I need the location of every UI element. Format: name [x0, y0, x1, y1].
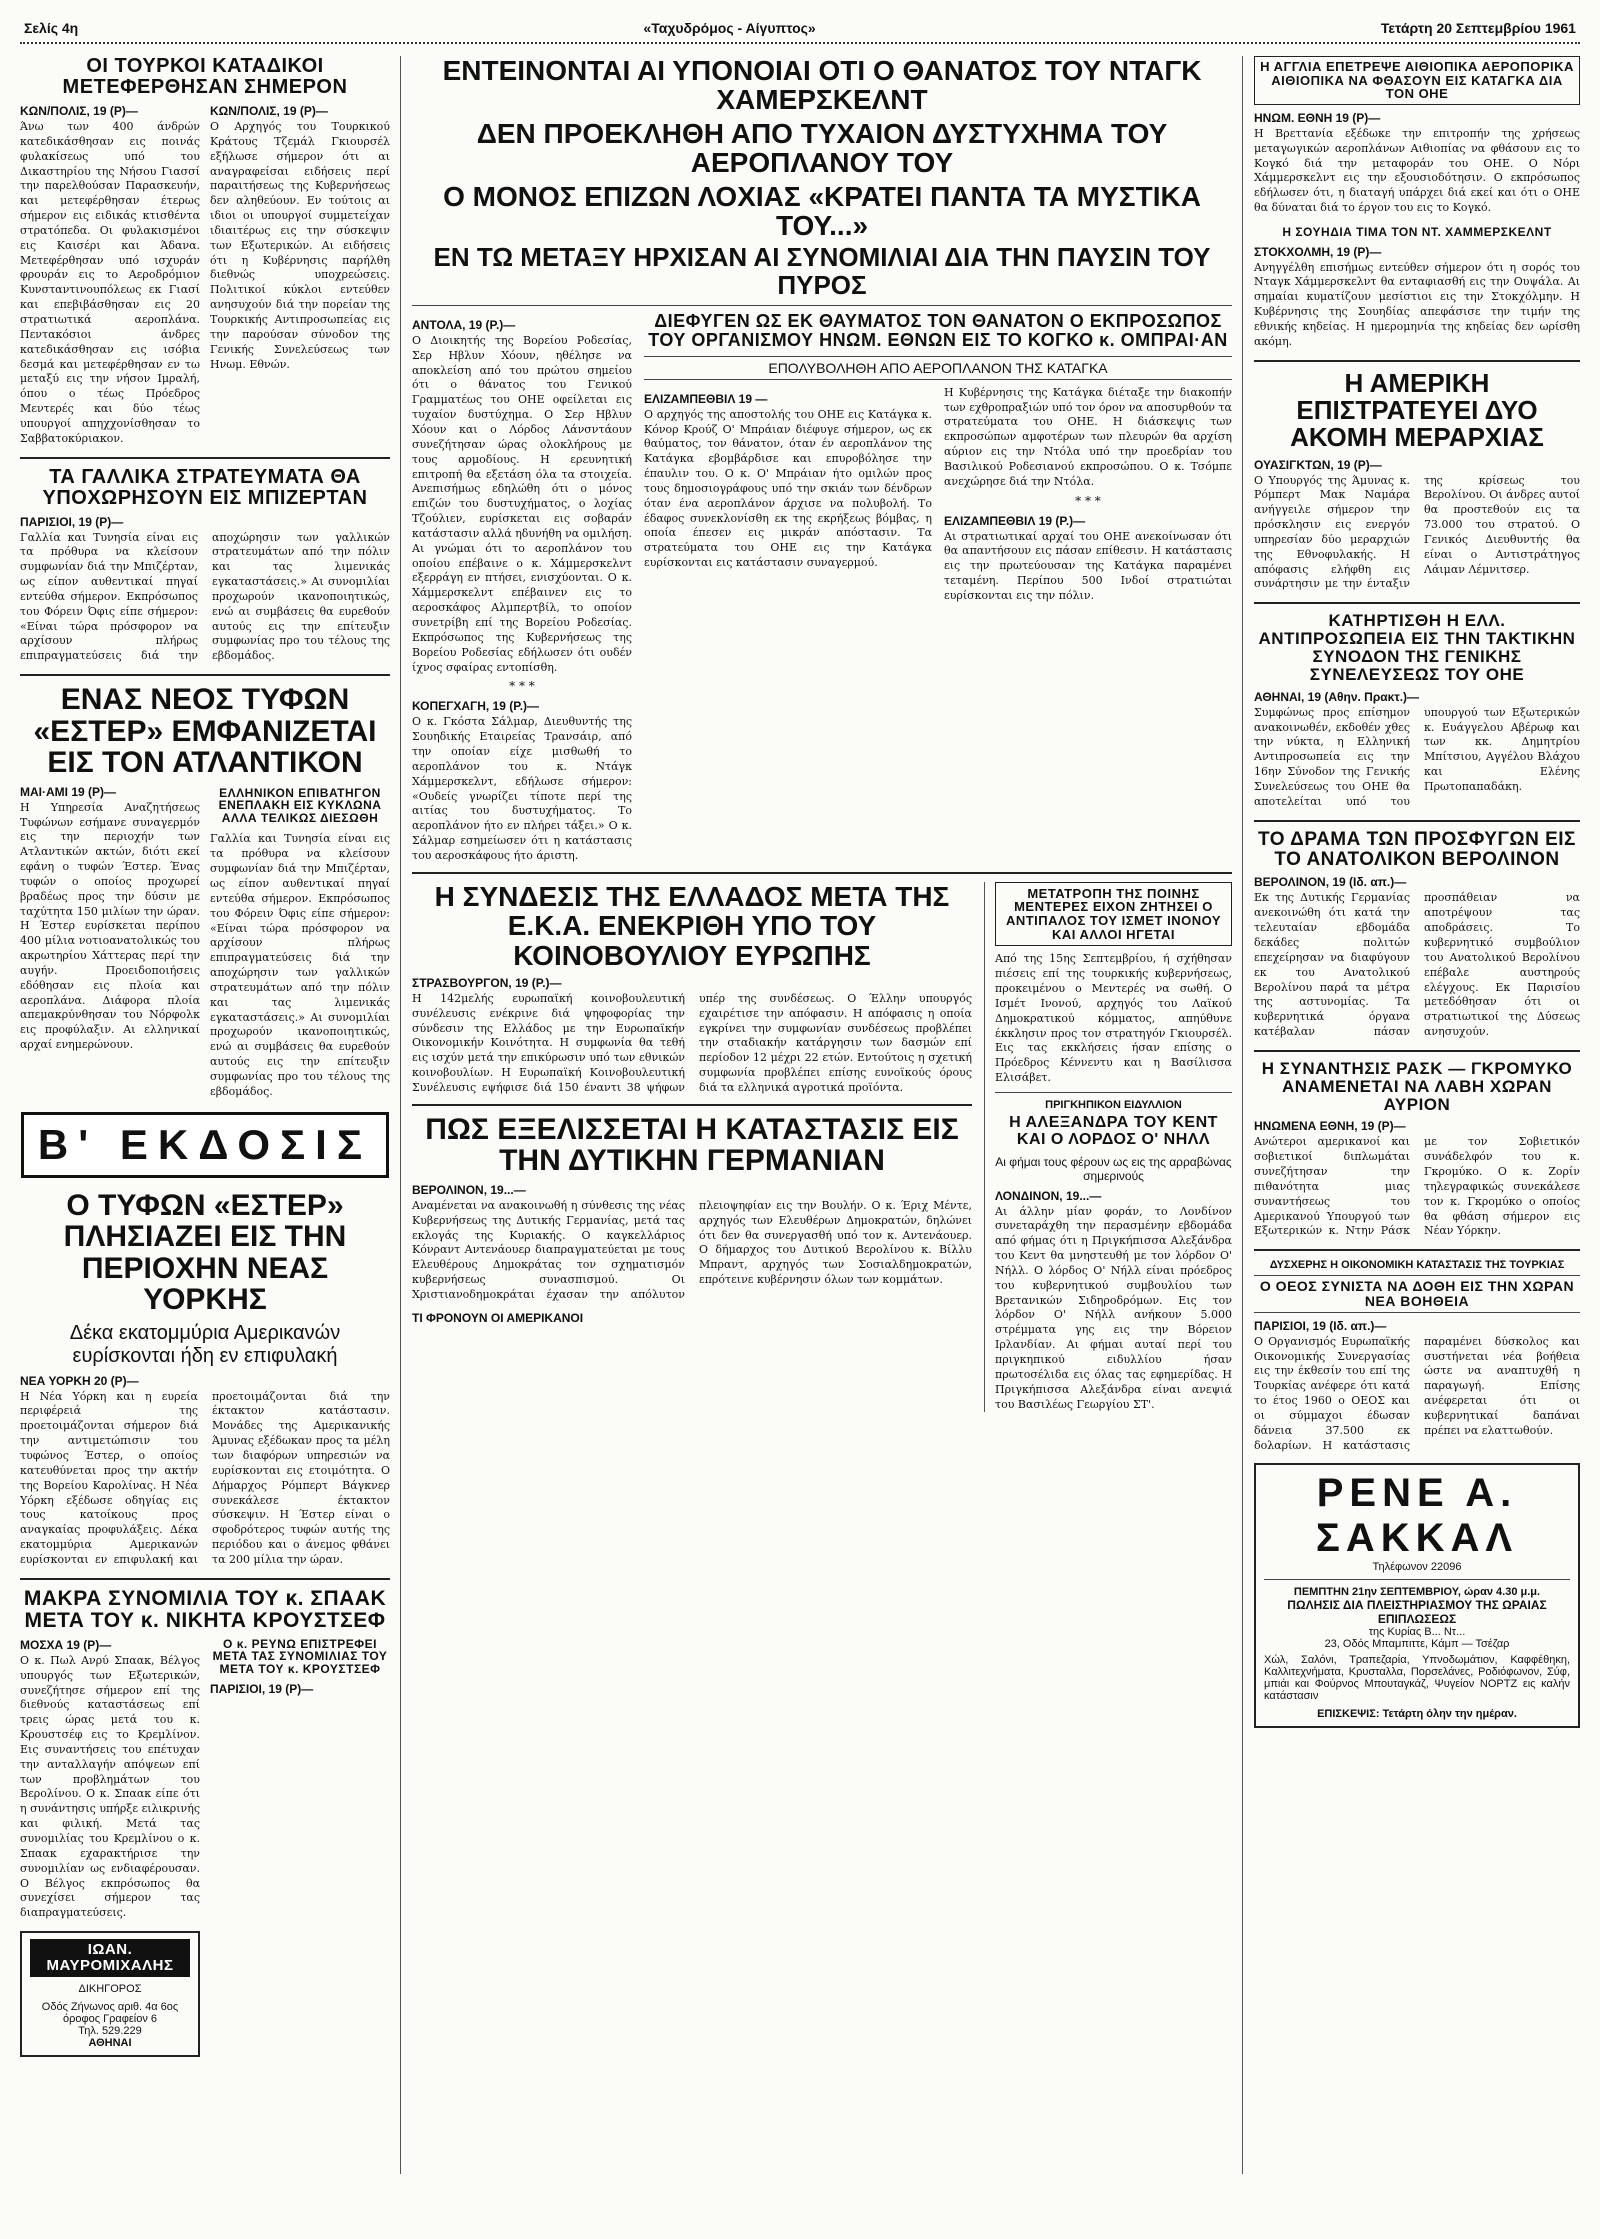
article-west-germany [412, 1114, 972, 1325]
dateline: ΚΩΝ/ΠΟΛΙΣ, 19 (Ρ)— [20, 104, 138, 118]
article-body: Η 142μελής ευρωπαϊκή κοινοβουλευτική συνέλευσις ενέκρινε διά ψηφοφορίας την σύνδεσιν της Ελλάδος με την Ευρωπαϊκήν Οικονομικήν Κοινότητα. Η συμφωνία θα τεθή εις ισχύν μετά την επικύρωσιν υπό των εθνικών κοινοβουλίων. Η Ευρωπαϊκή Κοινοβουλευτική Συνέλευσις εψήφισε διά 150 έναντι 38 ψήφων υπέρ της συνδέσεως. Ο Έλλην υπουργός εχαιρέτισε την απόφασιν. Η απόφασις η οποία εγκρίνει την συμφωνίαν συνδέσεως προβλέπει την σταδιακήν κατάργησιν των δασμών επί περίοδον 12 μέχρι 22 ετών. Εντούτοις η σχετική συμφωνία προβλέπει επίσης ευνοϊκούς όρους διά τα ελληνικά αγροτικά προϊόντα. [412, 991, 972, 1095]
page-number: Σελίς 4η [24, 20, 79, 36]
article-ethiopian-planes [1254, 56, 1580, 216]
ad-name: ΙΩΑΝ. ΜΑΥΡΟΜΙΧΑΛΗΣ [30, 1939, 190, 1977]
ad-city: ΑΘΗΝΑΙ [88, 2036, 132, 2049]
dateline: ΟΥΑΣΙΓΚΤΩΝ, 19 (Ρ)— [1254, 457, 1382, 472]
article-body: Ανηγγέλθη επισήμως εντεύθεν σήμερον ότι η σορός του Νταγκ Χάμμερσκελντ θα ενταφιασθή εις την Ουψάλα. Αι σημαίαι κυματίζουν μεσίστιοι εις την Στοκχόλμην. Η Κυβέρνησις της Σουηδίας απεφάσισε την τιμήν της εθνικής κηδείας. Η ημερομηνία της κηδείας δεν ωρίσθη ακόμη. [1254, 260, 1580, 348]
article-body: Γαλλία και Τυνησία είναι εις τα πρόθυρα να κλείσουν συμφωνίαν διά την Μπιζέρταν, ως είπον αυθεντικαί πηγαί εντεύθα σήμερον. Εκπρόσωπος του Φόρειν Όφις είπε σήμερον: «Είναι τώρα πρόσφορον να αρχίσουν πλήρως επιπραγματεύσεις διά την αποχώρησιν των γαλλικών στρατευμάτων από την πόλιν και τας λιμενικάς εγκαταστάσεις.» Αι συνομιλίαι προχωρούν ικανοποιητικώς, ενώ αι συμβάσεις θα ευρεθούν αυτούς εις την επίτευξιν συμφωνίας προ του τέλους της εβδομάδος. [210, 832, 390, 1098]
dateline: ΝΕΑ ΥΟΡΚΗ 20 (Ρ)— [20, 1373, 139, 1388]
article-title: ΟΙ ΤΟΥΡΚΟΙ ΚΑΤΑΔΙΚΟΙ ΜΕΤΕΦΕΡΘΗΣΑΝ ΣΗΜΕΡΟΝ [62, 55, 348, 98]
dateline: ΚΟΠΕΓΧΑΓΗ, 19 (Ρ.)— [412, 699, 540, 714]
article-body: Ο Αρχηγός του Τουρκικού Κράτους Τζεμάλ Γκιουρσέλ εξήλωσε σήμερον ότι αι αναγραφείσαι ειδήσεις περί παραιτήσεως της Κυβερνήσεως δεν αληθεύουν. Εν τούτοις αι ιδιοι οι υπουργοί συμμετείχαν ιδιαιτέρως εις την σύσκεψιν των Εξωτερικών. Αι ειδήσεις ότι η Κυβέρνησις παρήλθη διεθνώς υποχρεώσεις. Πολιτικοί κύκλοι εντεύθεν ανησυχούν διά την πορείαν της Τουρκικής Αντιπροσωπείας εις την παρούσαν σύνοδον της Γενικής Συνελεύσεως των Ηνωμ. Εθνών. [210, 120, 390, 371]
ad-visits: ΕΠΙΣΚΕΨΙΣ: Τετάρτη όλην την ημέραν. [1317, 1708, 1517, 1721]
auction-ad [1254, 1463, 1580, 1728]
article-turkish-convicts [20, 56, 390, 447]
article-body: Αι άλλην μίαν φοράν, το Λονδίνον συνεταράχθη την περασμένην εβδομάδα από φήμας ότι η Πριγκήπισσα Αλεξάνδρα του Κεντ θα μνηστευθή με τον λόρδον Ο' Νήλλ. Ο λόρδος Ο' Νήλλ είναι πρόεδρος του κυβερνητικού συμβουλίου των Βρετανικών Σιδηροδρόμων. Εις τον λόρδον Ο' Νήλλ ανήκουν 5.000 στρέμματα γης εις την Βόρειον Ιρλανδίαν. Αι φήμαι αυταί περί του πριγκηπικού ειδυλλίου ήσαν πρωτοσέλιδα εις όλας τας εφημερίδας. Η Πριγκήπισσα Αλεξάνδρα είναι ανεψιά του Βασιλέως Γεωργίου ΣΤ'. [995, 1204, 1232, 1411]
article-greece-eec [412, 882, 972, 1096]
ad-role: ΔΙΚΗΓΟΡΟΣ [78, 1982, 142, 1995]
article-title: Ο ΟΕΟΣ ΣΥΝΙΣΤΑ ΝΑ ΔΟΘΗ ΕΙΣ ΤΗΝ ΧΩΡΑΝ ΝΕΑ ΒΟΗΘΕΙΑ [1254, 1275, 1580, 1312]
article-body: Η Υπηρεσία Αναζητήσεως Τυφώνων εσήμανε συναγερμόν εις την περιοχήν των Ατλαντικών ακτών, διότι εκεί εφάνη ο τυφών Έστερ. Ένας τυφών ο οποίος προχωρεί βραδέως προς την δύσιν με ταχύτητα 150 μιλίων την ώραν. Η Έστερ ευρίσκεται περίπου 400 μίλια νοτιοανατολικώς του ακρωτηρίου Χάττερας περί την αυγήν. Προειδοποιήσεις εδόθησαν εις πλοία και αεροπλάνα. Διάφορα πλοία απεμακρύνθησαν του Νόρφολκ εις προφύλαξιν. Αι ελληνικαί αρχαί ενημερώνουν. [20, 800, 200, 1052]
article-title: ΤΟ ΔΡΑΜΑ ΤΩΝ ΠΡΟΣΦΥΓΩΝ ΕΙΣ ΤΟ ΑΝΑΤΟΛΙΚΟΝ ΒΕΡΟΛΙΝΟΝ [1258, 828, 1576, 870]
ad-name: ΡΕΝΕ Α. ΣΑΚΚΑΛ [1315, 1471, 1519, 1561]
article-title: ΜΕΤΑΤΡΟΠΗ ΤΗΣ ΠΟΙΝΗΣ ΜΕΝΤΕΡΕΣ ΕΙΧΟΝ ΖΗΤΗΣΕΙ Ο ΑΝΤΙΠΑΛΟΣ ΤΟΥ ΙΣΜΕΤ ΙΝΟΝΟΥ ΚΑΙ ΑΛΛΟΙ ΗΓΕΤΑΙ [995, 882, 1232, 947]
ad-date: ΠΕΜΠΤΗΝ 21ην ΣΕΠΤΕΜΒΡΙΟΥ, ώραν 4.30 μ.μ. [1293, 1586, 1541, 1599]
article-body: Γαλλία και Τυνησία είναι εις τα πρόθυρα να κλείσουν συμφωνίαν διά την Μπιζέρταν, ως είπον αυθεντικαί πηγαί εντεύθα σήμερον. Εκπρόσωπος του Φόρειν Όφις είπε σήμερον: «Είναι τώρα πρόσφορον να αρχίσουν πλήρως επιπραγματεύσεις διά την αποχώρησιν των γαλλικών στρατευμάτων από την πόλιν και τας λιμενικάς εγκαταστάσεις.» Αι συνομιλίαι προχωρούν ικανοποιητικώς, ενώ αι συμβάσεις θα ευρεθούν αυτούς εις την επίτευξιν συμφωνίας προ του τέλους της εβδομάδος. [20, 530, 390, 663]
article-body: Ο κ. Πωλ Ανρύ Σπαακ, Βέλγος υπουργός των Εξωτερικών, συνεζήτησε σήμερον επί της διεθνούς καταστάσεως επί τρεις ώρας μετά του κ. Κρουστσέφ εις το Κρεμλίνον. Εις συναντήσεις του επέτυχαν την ανταλλαγήν απόψεων επί των προβλημάτων του Βερολίνου. Ο κ. Σπαακ είπε ότι η συνάντησις υπήρξε ειλικρινής και φιλική. Μετά τας συνομιλίας του Κρεμλίνου ο κ. Σπαακ εχαρακτήρισε την συνομιλίαν ως ενδιαφέρουσαν. Ο Βέλγος εκπρόσωπος θα συνεχίσει σήμερον τας διαπραγματεύσεις. [20, 1653, 200, 1920]
article-title: Η ΣΥΝΔΕΣΙΣ ΤΗΣ ΕΛΛΑΔΟΣ ΜΕΤΑ ΤΗΣ Ε.Κ.Α. ΕΝΕΚΡΙΘΗ ΥΠΟ ΤΟΥ ΚΟΙΝΟΒΟΥΛΙΟΥ ΕΥΡΩΠΗΣ [434, 880, 950, 971]
dateline: ΣΤΟΚΧΟΛΜΗ, 19 (Ρ)— [1254, 244, 1382, 259]
ad-address: Οδός Ζήνωνος αριθ. 4α 6ος όροφος Γραφείον 6 [41, 2000, 179, 2025]
article-body: Η Βρεττανία εξέδωκε την επιτροπήν της χρήσεως μεταγωγικών αεροπλάνων Αιθιοπίας να φθάσουν εις το Κογκό διά την μεταφοράν του ΟΗΕ. Ο Νόρι Χάμμερσκελντ εις την εξουσιοδότησιν. Ο εκπρόσωπος εδήλωσεν ότι, η διαταγή υπάρχει διά εκεί και ότι ο ΟΗΕ θα δύναται διά το έργον του εις το Κογκό. [1254, 126, 1580, 215]
article-body: Ο κ. Γκόστα Σάλμαρ, Διευθυντής της Σουηδικής Εταιρείας Τρανσάιρ, από την οποίαν είχε μισθωθή το αεροπλάνον του κ. Ντάγκ Χάμμερσκελντ, εδήλωσε σήμερον: «Ουδείς γνωρίζει τίποτε περί της αιτίας του δυστυχήματος. Το αεροπλάνον ήτο εν πλήρει τάξει.» Ο κ. Σάλμαρ εσημείωσεν ότι η κατάστασις του αεροσκάφους ήτο άριστη. [412, 715, 632, 862]
lead-headline-1: ΕΝΤΕΙΝΟΝΤΑΙ ΑΙ ΥΠΟΝΟΙΑΙ ΟΤΙ Ο ΘΑΝΑΤΟΣ ΤΟΥ ΝΤΑΓΚ ΧΑΜΕΡΣΚΕΛΝΤ [442, 55, 1202, 116]
article-french-troops [20, 467, 390, 665]
article-berlin-refugees [1254, 830, 1580, 1040]
article-title: Η ΣΟΥΗΔΙΑ ΤΙΜΑ ΤΟΝ ΝΤ. ΧΑΜΜΕΡΣΚΕΛΝΤ [1282, 224, 1552, 239]
article-body: Ο Υπουργός της Άμυνας κ. Ρόμπερτ Μακ Ναμάρα ανήγγειλε σήμερον την πρόσκλησιν εις ενεργόν υπηρεσίαν δύο μεραρχιών της Εθνοφυλακής. Η απόφασις ελήφθη εις συνάρτησιν με την ένταξιν της κρίσεως του Βερολίνου. Οι άνδρες αυτοί θα προστεθούν εις τα 73.000 του στρατού. Ο Γενικός Διευθυντής θα είναι ο Αντιστράτηγος Λάιμαν Λέμνιτσερ. [1254, 473, 1580, 591]
article-spaak-khrushchev [20, 1588, 390, 1921]
dateline: ΜΟΣΧΑ 19 (Ρ)— [20, 1637, 112, 1652]
article-title: ΕΝΑΣ ΝΕΟΣ ΤΥΦΩΝ «ΕΣΤΕΡ» ΕΜΦΑΝΙΖΕΤΑΙ ΕΙΣ ΤΟΝ ΑΤΛΑΝΤΙΚΟΝ [33, 683, 377, 780]
dateline: ΠΑΡΙΣΙΟΙ, 19 (Ιδ. απ.)— [1254, 1318, 1387, 1333]
left-column [20, 56, 390, 2057]
obrien-story: ΔΙΕΦΥΓΕΝ ΩΣ ΕΚ ΘΑΥΜΑΤΟΣ ΤΟΝ ΘΑΝΑΤΟΝ Ο ΕΚΠΡΟΣΩΠΟΣ ΤΟΥ ΟΡΓΑΝΙΣΜΟΥ ΗΝΩΜ. ΕΘΝΩΝ ΕΙΣ ΤΟ ΚΟΓΚΟ κ. ΟΜΠΡΑΙ·ΑΝ ΕΠΟΛΥΒΟΛΗΘΗ ΑΠΟ ΑΕΡΟΠΛΑΝΟΝ ΤΗΣ ΚΑΤΑΓΚΑ ΕΛΙΖΑΜΠΕΘΒΙΛ 19 — Ο αρχηγός της αποστολής του ΟΗΕ εις Κατάγκα κ. Κόνορ Κρούζ Ο' Μπράιαν διέφυγε σήμερον, ως εκ θαύματος, τον θάνατον, όταν έν αεροπλάνον της Κατάγκα εβομβάρδισε και επυροβόλησε την έπαυλιν του. Ο κ. Ο' Μπράιαν ήτο ομιλών προς τους δημοσιογράφους υπό την σκιάν των δένδρων όταν ένα αεροπλάνον άρχισε να πολυβολή. Το έδαφος συνεκλονίσθη εκ της εκρήξεως βόμβας, η οποία έπεσεν εις μικράν απόστασιν. Τα στρατεύματα του ΟΗΕ εις την Κατάγκα ευρίσκονται εις κατάστασιν συναγερμού. Η Κυβέρνησις της Κατάγκα διέταξε την διακοπήν των εχθροπραξιών υπό τον όρον να αποσυρθούν τα στρατεύματα του ΟΗΕ. Η διάσκεψις των εκπροσώπων αμφοτέρων των πλευρών θα αρχίση αύριον εις την Ντόλα υπό την προεδρίαν του Βασιλικού Ροδεσιανού εκπροσώπου. Ο κ. Τσόμπε ανεχώρησε διά την Ντόλα. * * * ΕΛΙΖΑΜΠΕΘΒΙΛ 19 (Ρ.)— Αι στρατιωτικαί αρχαί του ΟΗΕ ανεκοίνωσαν ότι θα απαντήσουν εις πάσαν επίθεσιν. Η κατάστασις εις την πρωτεύουσαν της Κατάγκα παραμένει τεταμένη. Περίπου 500 Ινδοί στρατιώται ευρίσκονται εις την πόλιν. [644, 310, 1232, 602]
article-turkey-economy [1254, 1259, 1580, 1453]
ad-items: Χώλ, Σαλόνι, Τραπεζαρία, Υπνοδωμάτιον, Καφφέθηκη, Καλλιτεχνήματα, Κρυσταλλα, Πορσελάνες, Ροδιόφωνον, Σύφ, μπιάι και Φούρνος Μπουταγκάζ, Ψυγείον ΝΟΡΤΖ εις καλήν κατάστασιν [1264, 1654, 1570, 1703]
dateline: ΑΝΤΟΛΑ, 19 (Ρ.)— [412, 317, 516, 332]
article-body: Ανώτεροι αμερικανοί και σοβιετικοί διπλωμάται συνεζήτησαν την πιθανότητα μιας συναντήσεως του Αμερικανού Υπουργού των Εξωτερικών κ. Ντην Ράσκ με τον Σοβιετικόν συνάδελφόν του κ. Γκρομύκο. Ο κ. Ζορίν τηλεγραφικώς συνεκάλεσε τον κ. Γκρομύκο ο οποίος θα φθάση σήμερον εις Νέαν Υόρκην. [1254, 1135, 1580, 1238]
article-body: Άνω των 400 άνδρών κατεδικάσθησαν εις ποινάς φυλακίσεως υπό του Δικαστηρίου της Νήσου Γιασσί την παρελθούσαν Παρασκευήν, και μετεφέρθησαν έτερως σήμερον εις ειδικάς κτισθέντα στρατόπεδα. Οι φυλακισμένοι εις Καισέρι και Άδανα. Μετεφέρθησαν υπό ισχυράν φρουράν εις το Αεροδρόμιον Κυνσταντινουπόλεως εκ Γιασί και επεβιβάσθησαν εις 20 στρατιωτικά αεροπλάνα. Πεντακόσιοι άνδρες κατεδικάσθησαν εις ισόβια δεσμά και μετεφέρθησαν εν τω μεταξύ εις την νήσον Ιμραλή, όπου ο τέως Πρόεδρος Μεντερές και δύο τέως υπουργοί απηχχονίσθησαν το Σαββατοκύριακον. [20, 120, 200, 445]
ad-phone: Τηλέφωνον 22096 [1372, 1561, 1462, 1574]
dateline: ΚΩΝ/ΠΟΛΙΣ, 19 (Ρ)— [210, 104, 328, 118]
article-title: Η ΑΛΕΞΑΝΔΡΑ ΤΟΥ ΚΕΝΤ ΚΑΙ Ο ΛΟΡΔΟΣ Ο' ΝΗΛΛ [1009, 1113, 1218, 1148]
article-us-divisions [1254, 367, 1580, 593]
second-edition-badge: Β' ΕΚΔΟΣΙΣ [21, 1112, 389, 1178]
dateline: ΛΟΝΔΙΝΟΝ, 19...— [995, 1188, 1102, 1203]
dateline: ΣΤΡΑΣΒΟΥΡΓΟΝ, 19 (Ρ.)— [412, 975, 562, 990]
article-body: Συμφώνως προς επίσημον ανακοινωθέν, εκδοθέν χθες την νύκτα, η Ελληνική Αντιπροσωπεία εις την 16ην Σύνοδον της Γενικής Συνελεύσεως του ΟΗΕ θα αποτελείται υπό του υπουργού των Εξωτερικών κ. Ευάγγελου Αβέρωφ και των κκ. Δημητρίου Μπίτσιου, Αγγέλου Βλάχου και Ελένης Πρωτοπαπαδάκη. [1254, 705, 1580, 808]
article-body: Αι στρατιωτικαί αρχαί του ΟΗΕ ανεκοίνωσαν ότι θα απαντήσουν εις πάσαν επίθεσιν. Η κατάστασις εις την πρωτεύουσαν της Κατάγκα παραμένει τεταμένη. Περίπου 500 Ινδοί στρατιώται ευρίσκονται εις την πόλιν. [944, 529, 1232, 602]
dateline: ΠΑΡΙΣΙΟΙ, 19 (Ρ)— [210, 1681, 314, 1696]
right-column [1254, 56, 1580, 1728]
lead-headline-4: ΕΝ ΤΩ ΜΕΤΑΞΥ ΗΡΧΙΣΑΝ ΑΙ ΣΥΝΟΜΙΛΙΑΙ ΔΙΑ ΤΗΝ ΠΑΥΣΙΝ ΤΟΥ ΠΥΡΟΣ [433, 242, 1211, 300]
ad-phone: Τηλ. 529.229 [78, 2024, 142, 2037]
dateline: ΜΑΙ·ΑΜΙ 19 (Ρ)— [20, 784, 116, 799]
article-body: Ο Διοικητής της Βορείου Ροδεσίας, Σερ Ηβλυν Χόουν, ηθέλησε να αποκλείση από του πρώτου σημείου ότι ο θάνατος του Γενικού Γραμματέως του ΟΗΕ οφείλεται εις τυχαίον δυστύχημα. Ο Σερ Ηβλυν Χόουν και ο Λόρδος Λάνσντάουν συνεζήτησαν ώρας ολοκλήρους με τους αρμοδίους. Η ερευνητική επιτροπή θα εξετάση όλα τα στοιχεία. Ανεπισήμως εδηλώθη ότι ο μόνος επιζών του δυστυχήματος, ο λοχίας Τζούλιεν, ευρίσκεται εις σοβαράν κατάστασιν αλλά ηδυνήθη να ομιλήση. Αι γνώμαι ότι το αεροπλάνον του οποίου επέβαινε ο κ. Χάμμερσκελντ εξερράγη εν πτήσει, ενισχύονται. Ο κ. Χάμμερσκελντ επέβαινεν εις το αεροσκάφος Αλμπερτβίλ, το οποίον συνετρίβη επί της Βορείου Ροδεσίας. Εκπρόσωπος της Κυβερνήσεως της Βορείου Ροδεσίας εδήλωσεν ότι ουδέν ίχνος σφαίρας εντοπίσθη. [412, 333, 632, 674]
dateline: ΑΘΗΝΑΙ, 19 (Αθην. Πρακτ.)— [1254, 689, 1420, 704]
lead-body-column: ΑΝΤΟΛΑ, 19 (Ρ.)— Ο Διοικητής της Βορείου Ροδεσίας, Σερ Ηβλυν Χόουν, ηθέλησε να αποκλείση από του πρώτου σημείου ότι ο θάνατος του Γενικού Γραμματέως του ΟΗΕ οφείλεται εις τυχαίον δυστύχημα. Ο Σερ Ηβλυν Χόουν και ο Λόρδος Λάνσντάουν συνεζήτησαν ώρας ολοκλήρους με τους αρμοδίους. Η ερευνητική επιτροπή θα εξετάση όλα τα στοιχεία. Ανεπισήμως εδηλώθη ότι ο μόνος επιζών του δυστυχήματος, ο λοχίας Τζούλιεν, ευρίσκεται εις σοβαράν κατάστασιν αλλά ηδυνήθη να ομιλήση. Αι γνώμαι ότι το αεροπλάνον του οποίου επέβαινε ο κ. Χάμμερσκελντ εξερράγη εν πτήσει, ενισχύονται. Ο κ. Χάμμερσκελντ επέβαινεν εις το αεροσκάφος Αλμπερτβίλ, το οποίον συνετρίβη επί της Βορείου Ροδεσίας. Εκπρόσωπος της Κυβερνήσεως της Βορείου Ροδεσίας εδήλωσεν ότι ουδέν ίχνος σφαίρας εντοπίσθη. * * * ΚΟΠΕΓΧΑΓΗ, 19 (Ρ.)— Ο κ. Γκόστα Σάλμαρ, Διευθυντής της Σουηδικής Εταιρείας Τρανσάιρ, από την οποίαν είχε μισθωθή το αεροπλάνον του κ. Ντάγκ Χάμμερσκελντ, εδήλωσε σήμερον: «Ουδείς γνωρίζει τίποτε περί της αιτίας του δυστυχήματος. Το αεροπλάνον ήτο εν πλήρει τάξει.» Ο κ. Σάλμαρ εσημείωσεν ότι η κατάστασις του αεροσκάφους ήτο άριστη. [412, 317, 632, 862]
article-title: Η ΣΥΝΑΝΤΗΣΙΣ ΡΑΣΚ — ΓΚΡΟΜΥΚΟ ΑΝΑΜΕΝΕΤΑΙ ΝΑ ΛΑΒΗ ΧΩΡΑΝ ΑΥΡΙΟΝ [1261, 1058, 1573, 1114]
article-rusk-gromyko [1254, 1060, 1580, 1239]
lead-story [412, 56, 1232, 299]
ad-headline: ΠΩΛΗΣΙΣ ΔΙΑ ΠΛΕΙΣΤΗΡΙΑΣΜΟΥ ΤΗΣ ΩΡΑΙΑΣ ΕΠΙΠΛΩΣΕΩΣ [1287, 1598, 1547, 1627]
article-title: ΚΑΤΗΡΤΙΣΘΗ Η ΕΛΛ. ΑΝΤΙΠΡΟΣΩΠΕΙΑ ΕΙΣ ΤΗΝ ΤΑΚΤΙΚΗΝ ΣΥΝΟΔΟΝ ΤΗΣ ΓΕΝΙΚΗΣ ΣΥΝΕΛΕΥΣΕΩΣ ΤΟΥ ΟΗΕ [1258, 611, 1576, 684]
section-kicker: ΠΡΙΓΚΗΠΙΚΟΝ ΕΙΔΥΛΛΙΟΝ [1045, 1098, 1182, 1111]
article-title: Η ΑΜΕΡΙΚΗ ΕΠΙΣΤΡΑΤΕΥΕΙ ΔΥΟ ΑΚΟΜΗ ΜΕΡΑΡΧΙΑΣ [1290, 367, 1544, 453]
article-body: Η Νέα Υόρκη και η ευρεία περιφέρειά της προετοιμάζονται σήμερον διά την αντιμετώπισιν του τυφώνος Έστερ, ο οποίος κατευθύνεται προς την ακτήν της Βορείου Καρολίνας. Η Νέα Υόρκη εξέδωσε οδηγίας εις τους κατοίκους προς αναγκαίας προφυλάξεις. Δέκα εκατομμύρια Αμερικανών ευρίσκονται εν επιφυλακή και προετοιμάζονται διά την έκτακτον κατάστασιν. Μονάδες της Αμερικανικής Άμυνας εξέδωκαν προς τα μέλη των διαφόρων υπηρεσιών να ευρίσκονται εις ετοιμότητα. Ο Δήμαρχος Ρόμπερτ Βάγκνερ συνεκάλεσε έκτακτον σύσκεψιν. Η Έστερ είναι ο σφοδρότερος τυφών αυτής της περιόδου και ο άνεμος φθάνει τα 200 μίλια την ώραν. [20, 1389, 390, 1566]
dateline: ΠΑΡΙΣΙΟΙ, 19 (Ρ)— [20, 514, 124, 529]
lead-headline-3: Ο ΜΟΝΟΣ ΕΠΙΖΩΝ ΛΟΧΙΑΣ «ΚΡΑΤΕΙ ΠΑΝΤΑ ΤΑ ΜΥΣΤΙΚΑ ΤΟΥ...» [443, 180, 1201, 241]
lawyer-ad [20, 1931, 200, 2057]
article-title: ΤΑ ΓΑΛΛΙΚΑ ΣΤΡΑΤΕΥΜΑΤΑ ΘΑ ΥΠΟΧΩΡΗΣΟΥΝ ΕΙΣ ΜΠΙΖΕΡΤΑΝ [42, 465, 368, 509]
center-area [412, 56, 1232, 1412]
article-subtitle: ΕΠΟΛΥΒΟΛΗΘΗ ΑΠΟ ΑΕΡΟΠΛΑΝΟΝ ΤΗΣ ΚΑΤΑΓΚΑ [644, 356, 1232, 380]
article-body: Εκ της Δυτικής Γερμανίας ανεκοινώθη ότι κατά την τελευταίαν εβδομάδα δεκάδες πολιτών επεχείρησαν να διαφύγουν εκ του Ανατολικού Βερολίνου παρά τα μέτρα της αστυνομίας. Τα κυβερνητικά όργανα κατέβαλαν πάσαν προσπάθειαν να αποτρέψουν τας αποδράσεις. Το κυβερνητικό συμβούλιον του Ανατολικού Βερολίνου επέβαλε αυστηρούς ελέγχους. Εκ Παρισίου μετεδόθησαν ότι οι στρατιωτικοί της Δύσεως ανησυχούν. [1254, 891, 1580, 1039]
lead-headline-2: ΔΕΝ ΠΡΟΕΚΛΗΘΗ ΑΠΟ ΤΥΧΑΙΟΝ ΔΥΣΤΥΧΗΜΑ ΤΟΥ ΑΕΡΟΠΛΑΝΟΥ ΤΟΥ [476, 117, 1168, 179]
sidebar-title: Ο κ. ΡΕΥΝΩ ΕΠΙΣΤΡΕΦΕΙ ΜΕΤΑ ΤΑΣ ΣΥΝΟΜΙΛΙΑΣ ΤΟΥ ΜΕΤΑ ΤΟΥ κ. ΚΡΟΥΣΤΣΕΦ [212, 1636, 388, 1677]
issue-date: Τετάρτη 20 Σεπτεμβρίου 1961 [1380, 20, 1576, 36]
article-greek-delegation [1254, 612, 1580, 809]
newspaper-page [20, 18, 1580, 2198]
sidebar-title: ΕΛΛΗΝΙΚΟΝ ΕΠΙΒΑΤΗΓΟΝ ΕΝΕΠΛΑΚΗ ΕΙΣ ΚΥΚΛΩΝΑ ΑΛΛΑ ΤΕΛΙΚΩΣ ΔΙΕΣΩΘΗ [218, 785, 382, 825]
article-subtitle: Δέκα εκατομμύρια Αμερικανών ευρίσκονται ήδη εν επιφυλακή [69, 1321, 341, 1367]
side-center [984, 882, 1232, 1413]
article-title: Ο ΤΥΦΩΝ «ΕΣΤΕΡ» ΠΛΗΣΙΑΖΕΙ ΕΙΣ ΤΗΝ ΠΕΡΙΟΧΗΝ ΝΕΑΣ ΥΟΡΚΗΣ [63, 1188, 347, 1317]
dateline: ΕΛΙΖΑΜΠΕΘΒΙΛ 19 (Ρ.)— [944, 513, 1086, 528]
dateline: ΗΝΩΜΕΝΑ ΕΘΝΗ, 19 (Ρ)— [1254, 1119, 1406, 1134]
dateline: ΗΝΩΜ. ΕΘΝΗ 19 (Ρ)— [1254, 110, 1381, 125]
article-title: Η ΑΓΓΛΙΑ ΕΠΕΤΡΕΨΕ ΑΙΘΙΟΠΙΚΑ ΑΕΡΟΠΟΡΙΚΑ ΑΙΘΙΟΠΙΚΑ ΝΑ ΦΘΑΣΟΥΝ ΕΙΣ ΚΑΤΑΓΚΑ ΔΙΑ ΤΟΝ ΟΗΕ [1254, 56, 1580, 105]
article-title: ΠΩΣ ΕΞΕΛΙΣΣΕΤΑΙ Η ΚΑΤΑΣΤΑΣΙΣ ΕΙΣ ΤΗΝ ΔΥΤΙΚΗΝ ΓΕΡΜΑΝΙΑΝ [425, 1112, 959, 1178]
article-sweden-honours [1254, 226, 1580, 350]
article-title: ΜΑΚΡΑ ΣΥΝΟΜΙΛΙΑ ΤΟΥ κ. ΣΠΑΑΚ ΜΕΤΑ ΤΟΥ κ. ΝΙΚΗΤΑ ΚΡΟΥΣΤΣΕΦ [23, 1586, 387, 1632]
article-title: ΔΙΕΦΥΓΕΝ ΩΣ ΕΚ ΘΑΥΜΑΤΟΣ ΤΟΝ ΘΑΝΑΤΟΝ Ο ΕΚΠΡΟΣΩΠΟΣ ΤΟΥ ΟΡΓΑΝΙΣΜΟΥ ΗΝΩΜ. ΕΘΝΩΝ ΕΙΣ ΤΟ ΚΟΓΚΟ κ. ΟΜΠΡΑΙ·ΑΝ [648, 310, 1228, 350]
article-typhoon-ester [20, 684, 390, 1099]
dateline: ΕΛΙΖΑΜΠΕΘΒΙΛ 19 — [644, 391, 768, 406]
article-body: Ο Οργανισμός Ευρωπαϊκής Οικονομικής Συνεργασίας εις την έκθεσίν του επί της Τουρκίας ανέφερε ότι κατά το έτος 1960 ο ΟΕΟΣ και οι σύμμαχοι έδωσαν δάνεια 37.500 εκ δολαρίων. Η κατάστασις παραμένει δύσκολος και συστήνεται νέα βοήθεια ώστε να αναπτυχθή η παραγωγή. Επίσης ανέφερεται ότι οι κυβερνητικαί δαπάναι πρέπει να ελαττωθούν. [1254, 1334, 1580, 1452]
article-body: Από της 15ης Σεπτεμβρίου, ή σχήθησαν πιέσεις επί της τουρκικής κυβερνήσεως, προκειμένου ο Μεντερές να σωθή. Ο Ισμέτ Ινονού, αρχηγός του Λαϊκού Δημοκρατικού κόμματος, απηύθυνε έκκλησιν προς τον στρατηγόν Γκιουρσέλ. Εις τας εκκλήσεις ήσαν επίσης ο Πρόεδρος Κέννεντυ και η Βασίλισσα Ελισάβετ. [995, 952, 1232, 1085]
ad-address: 23, Οδός Μπαμπιττε, Κάμπ — Τσέζαρ [1324, 1638, 1510, 1651]
article-body: Η Κυβέρνησις της Κατάγκα διέταξε την διακοπήν των εχθροπραξιών υπό τον όρον να αποσυρθούν τα στρατεύματα του ΟΗΕ. Η διάσκεψις των εκπροσώπων αμφοτέρων των πλευρών θα αρχίση αύριον εις την Ντόλα υπό την προεδρίαν του Βασιλικού Ροδεσιανού εκπροσώπου. Ο κ. Τσόμπε ανεχώρησε διά την Ντόλα. [944, 385, 1232, 488]
article-subtitle: Αι φήμαι τους φέρουν ως εις της αρραβώνας σημερινούς [995, 1154, 1232, 1183]
article-body: Αναμένεται να ανακοινωθή η σύνθεσις της νέας Κυβερνήσεως της Δυτικής Γερμανίας, μετά τας εκλογάς της Κυριακής. Ο καγκελλάριος Κόνραντ Αντενάουερ διαπραγματεύεται με τους Ελευθέρους Δημοκράτας τον σχηματισμόν κυβερνήσεως συνασπισμού. Οι Χριστιανοδημοκράται έχασαν την απόλυτον πλειοψηφίαν εις την Βουλήν. Ο κ. Έριχ Μέντε, αρχηγός των Ελευθέρων Δημοκρατών, δηλώνει ότι δεν θα συνεργασθή υπό τον κ. Αντενάουερ. Ο δήμαρχος του Δυτικού Βερολίνου κ. Βίλλυ Μπραντ, αρχηγός των Σοσιαλδημοκρατών, επρότεινε κυβέρνησιν όλων των κομμάτων. [412, 1198, 972, 1301]
page-grid [20, 44, 1580, 2174]
lower-center [412, 882, 972, 1413]
dateline: ΒΕΡΟΛΙΝΟΝ, 19...— [412, 1182, 526, 1197]
ad-owner: της Κυρίας Β... Ντ... [1368, 1626, 1466, 1639]
newspaper-name: «Ταχυδρόμος - Αίγυπτος» [643, 20, 816, 36]
article-typhoon-new-york [20, 1190, 390, 1568]
section-kicker: ΔΥΣΧΕΡΗΣ Η ΟΙΚΟΝΟΜΙΚΗ ΚΑΤΑΣΤΑΣΙΣ ΤΗΣ ΤΟΥΡΚΙΑΣ [1269, 1259, 1565, 1272]
section-kicker: ΤΙ ΦΡΟΝΟΥΝ ΟΙ ΑΜΕΡΙΚΑΝΟΙ [412, 1310, 584, 1325]
dateline: ΒΕΡΟΛΙΝΟΝ, 19 (Ιδ. απ.)— [1254, 875, 1407, 890]
masthead [20, 18, 1580, 44]
article-body: Ο αρχηγός της αποστολής του ΟΗΕ εις Κατάγκα κ. Κόνορ Κρούζ Ο' Μπράιαν διέφυγε σήμερον, ως εκ θαύματος, τον θάνατον, όταν έν αεροπλάνον της Κατάγκα εβομβάρδισε και επυροβόλησε την έπαυλιν του. Ο κ. Ο' Μπράιαν ήτο ομιλών προς τους δημοσιογράφους υπό την σκιάν των δένδρων όταν ένα αεροπλάνον άρχισε να πολυβολή. Το έδαφος συνεκλονίσθη εκ της εκρήξεως βόμβας, η οποία έπεσεν εις μικράν απόστασιν. Τα στρατεύματα του ΟΗΕ εις την Κατάγκα ευρίσκονται εις κατάστασιν συναγερμού. [644, 407, 932, 570]
